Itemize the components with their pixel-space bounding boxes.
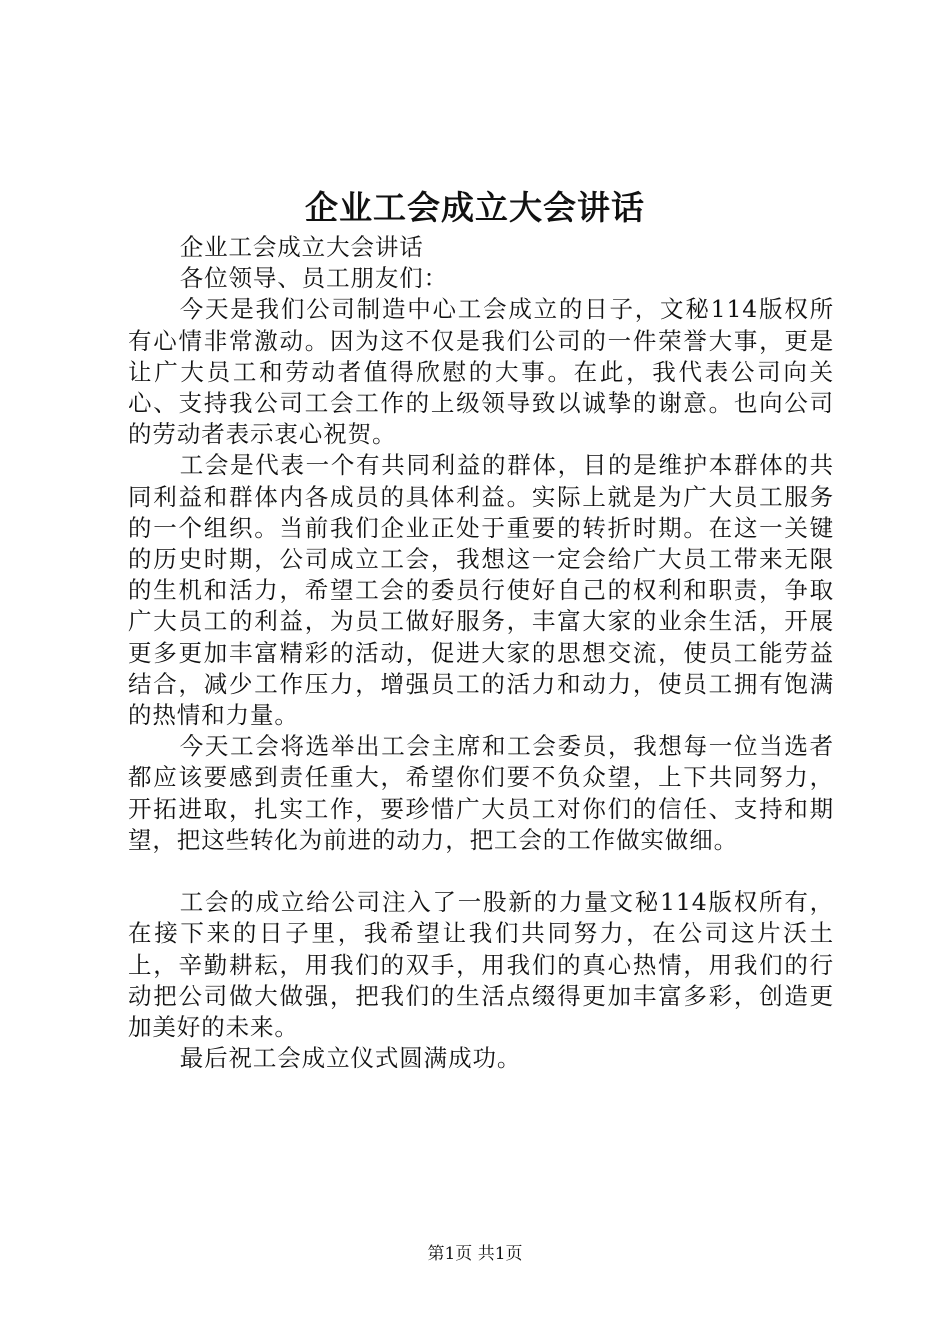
paragraph-salutation: 各位领导、员工朋友们： bbox=[179, 264, 449, 293]
paragraph-election: 今天工会将选举出工会主席和工会委员，我想每一位当选者都应该要感到责任重大，希望你们要不负众望，上下共同努力，开拓进取，扎实工作，要珍惜广大员工对你们的信任、支持和期望，把这些转化为前进的动力，把工会的工作做实做细。 bbox=[128, 732, 834, 854]
paragraph-heading-repeat: 企业工会成立大会讲话 bbox=[179, 233, 424, 261]
paragraph-opening: 今天是我们公司制造中心工会成立的日子，文秘114版权所有心情非常激动。因为这不仅是我们公司的一件荣誉大事，更是让广大员工和劳动者值得欣慰的大事。在此，我代表公司向关心、支持我公司工会工作的上级领导致以诚挚的谢意。也向公司的劳动者表示衷心祝贺。 bbox=[128, 295, 834, 449]
page-footer: 第1页 共1页 bbox=[427, 1244, 523, 1264]
document-body bbox=[128, 232, 834, 1074]
paragraph-closing: 最后祝工会成立仪式圆满成功。 bbox=[179, 1044, 522, 1073]
document-title: 企业工会成立大会讲话 bbox=[305, 188, 645, 227]
paragraph-union-purpose: 工会是代表一个有共同利益的群体，目的是维护本群体的共同利益和群体内各成员的具体利益。实际上就是为广大员工服务的一个组织。当前我们企业正处于重要的转折时期。在这一关键的历史时期，公司成立工会，我想这一定会给广大员工带来无限的生机和活力，希望工会的委员行使好自己的权利和职责，争取广大员工的利益，为员工做好服务，丰富大家的业余生活，开展更多更加丰富精彩的活动，促进大家的思想交流，使员工能劳益结合，减少工作压力，增强员工的活力和动力，使员工拥有饱满的热情和力量。 bbox=[128, 451, 834, 730]
paragraph-spacer bbox=[128, 856, 834, 887]
paragraph-future: 工会的成立给公司注入了一股新的力量文秘114版权所有，在接下来的日子里，我希望让我们共同努力，在公司这片沃土上，辛勤耕耘，用我们的双手，用我们的真心热情，用我们的行动把公司做大做强，把我们的生活点缀得更加丰富多彩，创造更加美好的未来。 bbox=[128, 888, 834, 1042]
